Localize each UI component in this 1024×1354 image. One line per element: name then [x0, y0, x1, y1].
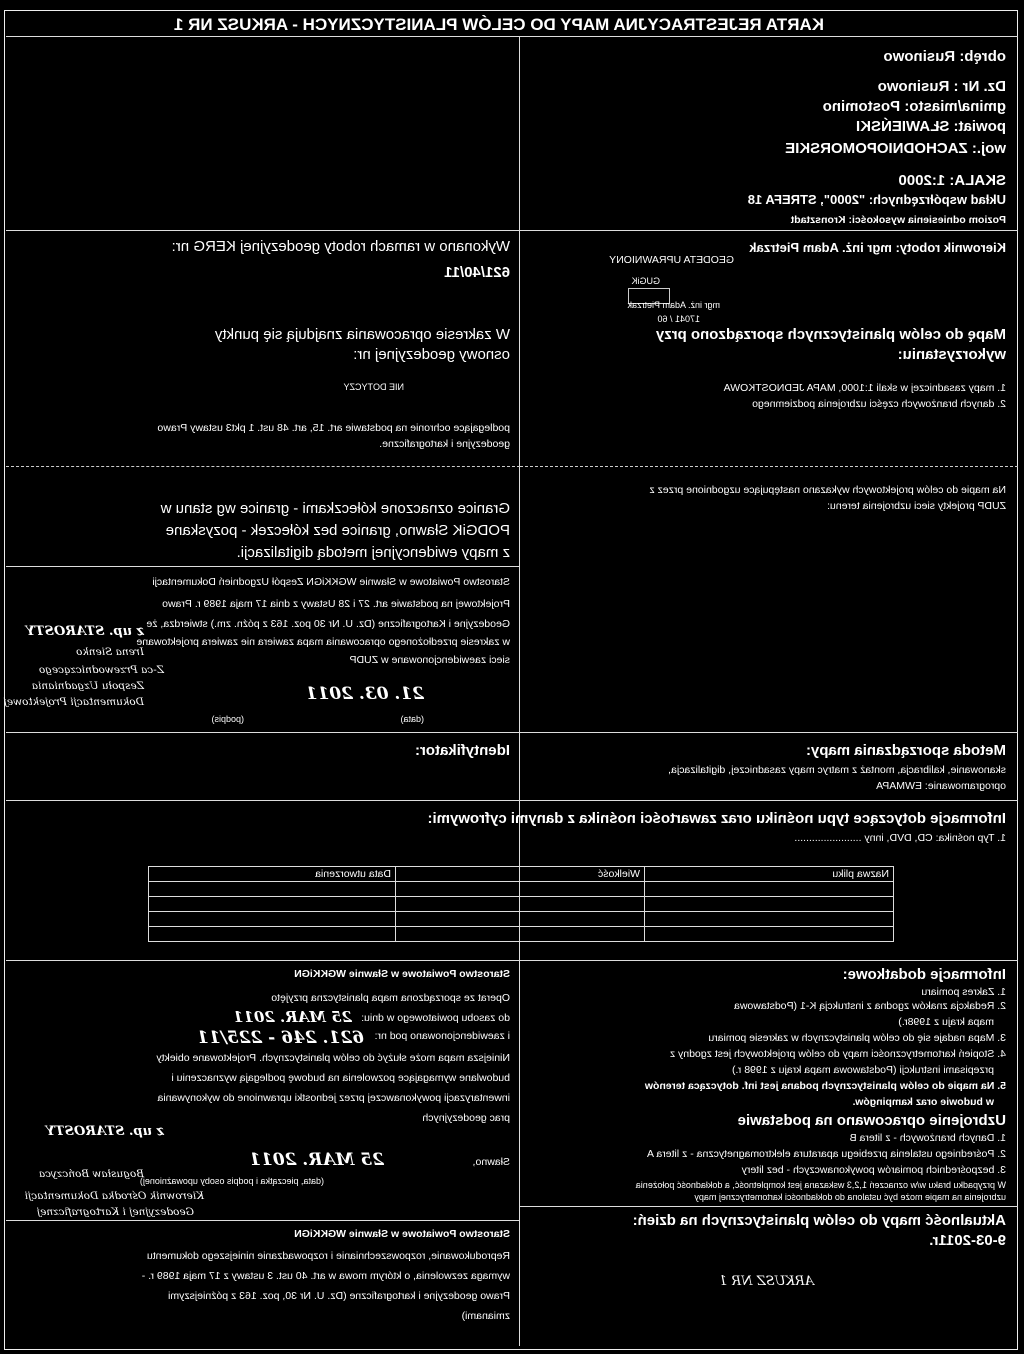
skala-label: SKALA: 1:2000 [898, 172, 1006, 189]
starostwo1-stamp-zup: z up. STAROSTY [25, 624, 144, 639]
starostwo3-line1: Reprodukowanie, rozpowszechnianie i rozpowadzanie niniejszego dokumentu [146, 1250, 510, 1262]
card-title: KARTA REJESTRACYJNA MAPY DO CELÓW PLANISTYCZNYCH - ARKUSZ NR 1 [173, 15, 824, 34]
granice-line2: PODGiK Sławno, granice bez kółeczek - pozyskane [165, 522, 510, 539]
ochrona-line2: geodezyjne i kartograficzne. [379, 438, 510, 450]
divider-starostwo1 [6, 566, 520, 567]
mape-line2: wykorzystaniu: [897, 346, 1006, 363]
metoda-line1: skanowanie, kalibracja, montaż z matryc mapy zasadniczej, digitalizacja, [668, 764, 1006, 776]
files-table-header-row [149, 867, 894, 882]
divider-metoda [6, 732, 1018, 733]
gmina-label: gmina/miasto: Postomino [822, 98, 1006, 115]
dodatkowe-item4a: 4. Stopień kartometryczności mapy do celów projektowych jest zgodny z [669, 1048, 1006, 1060]
metoda-head: Metoda sporządzania mapy: [805, 742, 1006, 759]
starostwo1-line2: Projektowej na podstawie art. 27 i 28 Ustawy z dnia 17 maja 1989 r. Prawo [162, 598, 510, 610]
uzbrojenie-item3: 3. bezpośrednich pomiarów powykonawczych - bez litery [741, 1164, 1006, 1176]
powiat-label: powiat: SŁAWIEŃSKI [856, 118, 1006, 135]
arkusz-label: ARKUSZ NR 1 [718, 1274, 814, 1289]
uzbrojenie-head: Uzbrojenie opracowano na podstawie [737, 1112, 1006, 1129]
stamp-adam: mgr inż. Adam Pietrzak [627, 300, 720, 310]
mape-item1: 1. mapy zasadniczej w skali 1:1000, MAPA JEDNOSTKOWA [723, 382, 1006, 394]
starostwo2-line3: i zaewidencjonowano pod nr: [374, 1030, 510, 1042]
na-mapie-line2: ZUDP projekty sieci uzbrojenia terenu: [827, 500, 1006, 512]
dodatkowe-item4b: przepisami instrukcji (Podstawowa mapa kraju z 1998 r.) [731, 1064, 994, 1076]
kerg-number: 621/40/11 [444, 264, 510, 281]
starostwo2-stamp-sig: Bogusław Bończyca [38, 1168, 144, 1180]
starostwo1-stamp-dok: Dokumentacji Projektowej [3, 696, 144, 708]
starostwo1-line4: w zakresie przedłożonego opracowania mapa zawiera nie zawiera projektowane [136, 636, 510, 648]
starostwo3-line3: Prawo geodezyjne i kartograficzne (Dz. U. Nr 30, poz. 163 z późniejszymi [168, 1290, 510, 1302]
aktualnosc-line1: Aktualność mapy do celów planistycznych na dzień: [632, 1212, 1006, 1229]
geodeta-stamp [600, 232, 740, 328]
starostwo2-head: Starostwo Powiatowe w Sławnie WGKKiGN [294, 968, 510, 980]
identyfikator-label: Identyfikator: [414, 742, 510, 759]
informacje-typ: 1. Typ nośnika: CD, DVD, inny ....................... [794, 832, 1006, 844]
starostwo2-line4: Niniejsza mapa może służyć do celów planistycznych. Projektowane obiekty [156, 1052, 510, 1064]
uzbrojenie-item2: 2. Pośredniego ustalenia przebiegu aparatura elektromagnetyczna - z litera A [647, 1148, 1006, 1160]
divider-dodatkowe [6, 960, 1018, 961]
starostwo1-line5: sieci zaewidencjonowane w ZUDP [349, 654, 510, 666]
poziom-label: Poziom odniesienia wysokości: Kronsztadt [790, 214, 1006, 226]
divider-kerg [6, 230, 520, 231]
starostwo2-line5: budowlane wymagające pozwolenia na budowę podlegają wyznaczeniu i [171, 1072, 510, 1084]
starostwo2-stamp-k2: Geodezyjnej i Kartograficznej [36, 1206, 194, 1218]
starostwo2-line1: Operat ze sporządzona mapa planistyczna przyjęto [271, 992, 510, 1004]
starostwo1-stamp-name: Irena Sienko [76, 646, 144, 658]
files-col-nazwa: Nazwa pliku [645, 867, 894, 882]
metoda-line2: oprogramowanie: EWMAPA [876, 780, 1006, 792]
dodatkowe-item5a: 5. Na mapie do celów planistycznych podana jest inf. dotycząca terenów [644, 1080, 1006, 1092]
divider-granice [6, 466, 520, 467]
starostwo2-stamp-zup: z up. STAROSTY [45, 1124, 164, 1139]
starostwo2-slawno-sub: (data, pieczątka i podpis osoby upoważnionej) [139, 1176, 324, 1186]
starostwo1-line3: Geodezyjne i Kartograficzne (Dz. U. Nr 30 poz. 163 z późn. zm.) stwierdza, że [146, 618, 510, 630]
divider-kierownik [520, 230, 1018, 231]
starostwo1-podpis-label: (podpis) [211, 714, 244, 724]
uzbrojenie-note1: W przypadku braku w/w oznaczeń 1,2,3 wskazana jest kompletność, a dokładność położenia [635, 1180, 1006, 1190]
kerg-line1: Wykonano w ramach roboty geodezyjnej KERG nr: [171, 238, 510, 255]
starostwo2-stamp-k1: Kierownik Ośrodka Dokumentacji [24, 1190, 204, 1202]
divider-na-mapie [520, 466, 1018, 467]
nie-dotyczy: NIE DOTYCZY [343, 382, 404, 392]
osnowa-line2: osnowy geodezyjnej nr: [353, 346, 510, 363]
starostwo2-line2: do zasobu powiatowego w dniu: [361, 1012, 510, 1024]
starostwo2-ewidencja-nr: 621. 246 - 225/11 [196, 1028, 364, 1048]
mape-item2: 2. danych branżowych części uzbrojenia podziemnego [752, 398, 1006, 410]
starostwo1-line1: Starostwo Powiatowe w Sławnie WGKKiGN Zespół Uzgodnień Dokumentacji [152, 576, 510, 588]
obreb-label: obręb: Rusinowo [883, 48, 1006, 65]
files-col-wielkosc: Wielkość [396, 867, 645, 882]
kierownik-label: Kierownik roboty: mgr inż. Adam Pietrzak [749, 240, 1006, 255]
stamp-geodeta-uprawniony: GEODETA UPRAWNIONY [609, 254, 734, 266]
stamp-nr: 17041 / 60 [657, 314, 700, 324]
uzbrojenie-note2: uzbrojenia na mapie może być ustalona do dokładności kartometrycznej mapy [694, 1192, 1006, 1202]
files-table-row [149, 882, 894, 897]
divider-aktualnosc [520, 1206, 1018, 1207]
starostwo2-line6: inwentaryzacji powykonawczej przez jednostki uprawnione do wykonywania [157, 1092, 510, 1104]
files-col-data: Data utworzenia [149, 867, 396, 882]
mape-line1: Mapę do celów planistycznych sporządzono przy [655, 326, 1006, 343]
divider-informacje [6, 800, 1018, 801]
files-table-row [149, 897, 894, 912]
column-divider [519, 36, 520, 1346]
starostwo2-slawno-date: 25 MAR. 2011 [249, 1150, 384, 1170]
starostwo1-stamp-zesp: Zespołu Uzgadniania [31, 680, 144, 692]
starostwo2-slawno: Sławno, [472, 1156, 510, 1168]
starostwo1-stamp-z: Z-ca Przewodniczącego [38, 664, 164, 676]
wojewodztwo-label: woj.: ZACHODNIOPOMORSKIE [785, 140, 1006, 157]
title-divider [6, 36, 1018, 37]
dodatkowe-item3: 3. Mapa nadaje się do celów planistycznych w zakresie pomiaru [708, 1032, 1006, 1044]
uzbrojenie-item1: 1. Danych branżowych - z litera B [849, 1132, 1006, 1144]
dzialka-label: Dz. Nr : Rusinowo [877, 78, 1006, 95]
dodatkowe-head: Informacje dodatkowe: [842, 966, 1006, 983]
uklad-label: Układ współrzędnych: "2000", STREFA 18 [747, 192, 1006, 207]
files-table-row [149, 912, 894, 927]
starostwo2-date-przyjecia: 25 MAR. 2011 [233, 1008, 352, 1026]
ochrona-line1: podlegające ochronie na podstawie art. 15, art. 48 ust. 1 pkt3 ustawy Prawo [157, 422, 510, 434]
granice-line1: Granice oznaczone kółeczkami - granice wg stanu w [160, 500, 510, 517]
dodatkowe-item2a: 2. Redakcja znaków zgodna z instrukcją K-1 (Podstawowa [734, 1000, 1006, 1012]
divider-starostwo3 [6, 1220, 520, 1221]
starostwo1-data-label: (data) [400, 714, 424, 724]
starostwo2-line7: prac geodezyjnych [422, 1112, 510, 1124]
granice-line3: z mapy ewidencyjnej metodą digitalizacji. [236, 544, 510, 561]
dodatkowe-item2b: mapa kraju z 1998r.) [898, 1016, 994, 1028]
starostwo1-date: 21. 03. 2011 [305, 684, 424, 704]
dodatkowe-item5b: w budowie oraz kampingów. [852, 1096, 994, 1108]
dodatkowe-item1: 1. Zakres pomiaru [921, 986, 1006, 998]
files-table-row [149, 927, 894, 942]
na-mapie-line1: Na mapie do celów projektowych wykazano następujące uzgodnione przez z [649, 484, 1006, 496]
starostwo3-head: Starostwo Powiatowe w Sławnie WGKKiGN [294, 1228, 510, 1240]
osnowa-line1: W zakresie opracowania znajdują się punkty [214, 326, 510, 343]
files-table [148, 866, 894, 942]
informacje-head: Informacje dotyczące typu nośniku oraz zawartości nośnika z danymi cyfrowymi: [427, 810, 1006, 827]
starostwo3-line2: wymaga zezwolenia, o którym mowa w art. 40 ust. 3 ustawy z 17 maja 1989 r. - [141, 1270, 510, 1282]
aktualnosc-date: 9-03-2011r. [929, 1232, 1006, 1249]
starostwo3-line4: zmianami) [461, 1310, 510, 1322]
stamp-gugik: GUGiK [631, 276, 660, 286]
